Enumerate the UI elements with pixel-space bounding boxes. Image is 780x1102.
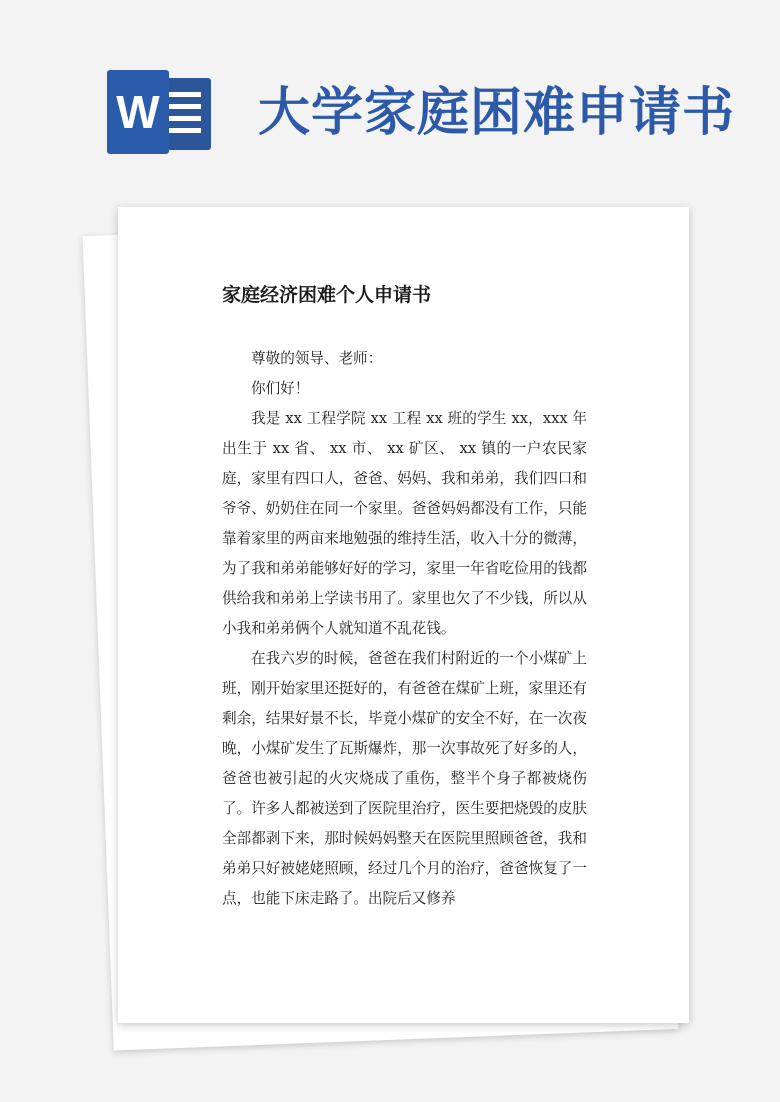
document-title: 家庭经济困难个人申请书 xyxy=(222,284,432,306)
document-body xyxy=(222,344,587,914)
page-header xyxy=(0,0,780,190)
word-icon xyxy=(107,70,211,154)
greeting-line: 尊敬的领导、老师： xyxy=(251,350,383,367)
hello-line: 你们好！ xyxy=(251,380,310,397)
body-paragraph: 在我六岁的时候，爸爸在我们村附近的一个小煤矿上班，刚开始家里还挺好的，有爸爸在煤矿上班，家里还有剩余，结果好景不长，毕竟小煤矿的安全不好，在一次夜晚，小煤矿发生了瓦斯爆炸，那一次事故死了好多的人，爸爸也被引起的火灾烧成了重伤，整半个身子都被烧伤了。许多人都被送到了医院里治疗，医生要把烧毁的皮肤全部都剥下来，那时候妈妈整天在医院里照顾爸爸，我和弟弟只好被姥姥照顾，经过几个月的治疗，爸爸恢复了一点，也能下床走路了。出院后又修养 xyxy=(222,650,587,907)
page-title: 大学家庭困难申请书 xyxy=(258,83,736,143)
word-icon-letter: W xyxy=(107,70,169,154)
document-page xyxy=(118,207,689,1023)
body-paragraph: 我是 xx 工程学院 xx 工程 xx 班的学生 xx，xxx 年出生于 xx 省、 xx 市、 xx 矿区、 xx 镇的一户农民家庭，家里有四口人，爸爸、妈妈、我和弟弟，我们四口和爷爷、奶奶住在同一个家里。爸爸妈妈都没有工作，只能靠着家里的两亩来地勉强的维持生活，收入十分的微薄，为了我和弟弟能够好好的学习，家里一年省吃俭用的钱都供给我和弟弟上学读书用了。家里也欠了不少钱，所以从小我和弟弟俩个人就知道不乱花钱。 xyxy=(222,410,587,637)
